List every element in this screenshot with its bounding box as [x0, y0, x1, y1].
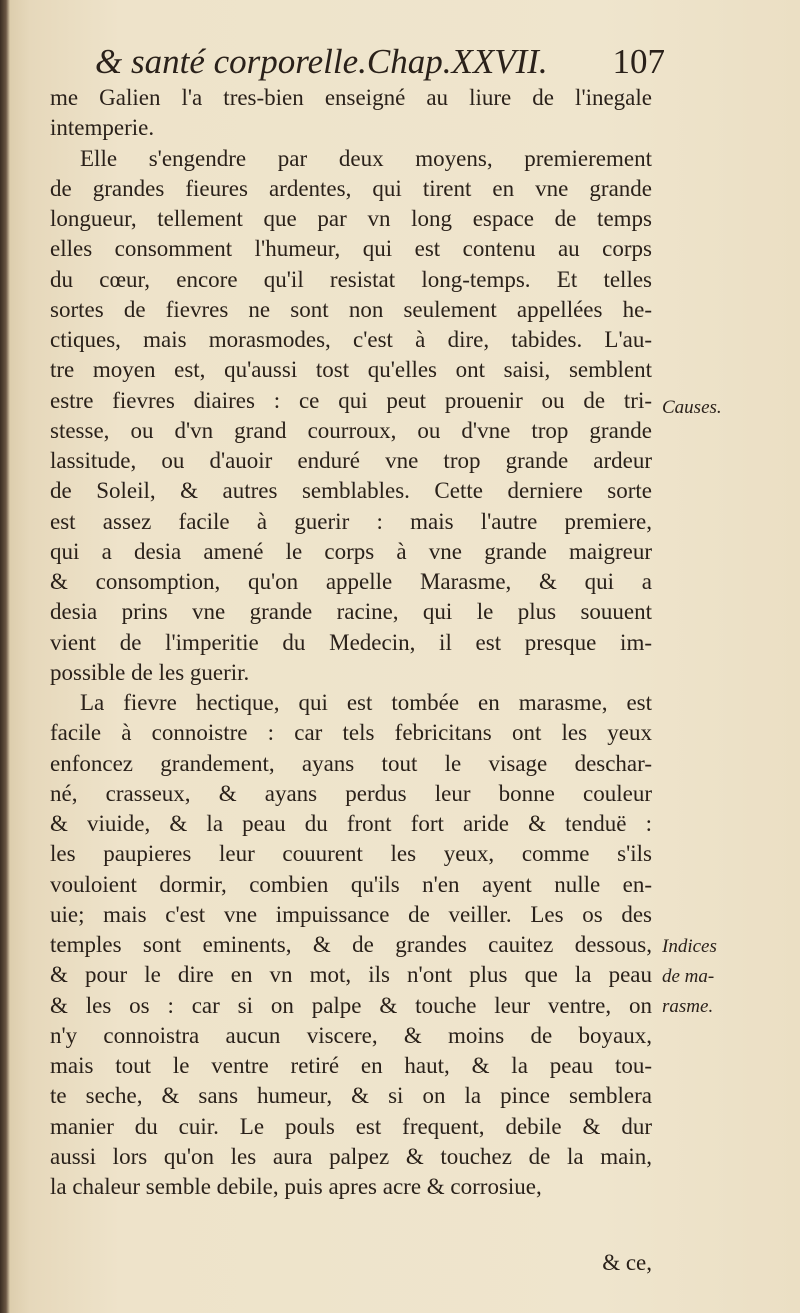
text-line: La fievre hectique, qui est tombée en marasme, est: [80, 690, 652, 715]
text-line: stesse, ou d'vn grand courroux, ou d'vne trop grande: [50, 418, 652, 443]
text-line: la chaleur semble debile, puis apres acre & corrosiue,: [50, 1174, 542, 1199]
margin-note-rasme: rasme.: [662, 996, 714, 1017]
text-line: longueur, tellement que par vn long espace de temps: [50, 206, 652, 231]
text-line: & consomption, qu'on appelle Marasme, & qui a: [50, 569, 652, 594]
text-line: les paupieres leur couurent les yeux, comme s'ils: [50, 841, 652, 866]
text-line: elles consomment l'humeur, qui est contenu au corps: [50, 236, 652, 261]
text-line: qui a desia amené le corps à vne grande maigreur: [50, 539, 652, 564]
text-line: estre fievres diaires : ce qui peut prouenir ou de tri-: [50, 388, 652, 413]
text-line: manier du cuir. Le pouls est frequent, debile & dur: [50, 1114, 652, 1139]
page-binding-edge: [0, 0, 10, 1313]
margin-note-de-ma: de ma-: [662, 966, 715, 987]
text-line: desia prins vne grande racine, qui le plus souuent: [50, 599, 652, 624]
text-line: uie; mais c'est vne impuissance de veiller. Les os des: [50, 902, 652, 927]
text-line: ctiques, mais morasmodes, c'est à dire, tabides. L'au-: [50, 327, 652, 352]
margin-note-indices: Indices: [662, 936, 717, 957]
text-line: intemperie.: [50, 115, 155, 140]
text-line: & les os : car si on palpe & touche leur ventre, on: [50, 993, 652, 1018]
text-line: mais tout le ventre retiré en haut, & la peau tou-: [50, 1053, 652, 1078]
text-line: facile à connoistre : car tels febricitans ont les yeux: [50, 720, 652, 745]
text-line: du cœur, encore qu'il resistat long-temps. Et telles: [50, 267, 652, 292]
text-line: te seche, & sans humeur, & si on la pince semblera: [50, 1083, 652, 1108]
text-line: sortes de fievres ne sont non seulement appellées he-: [50, 297, 652, 322]
running-title: & santé corporelle.Chap.XXVII.: [95, 42, 548, 81]
text-line: tre moyen est, qu'aussi tost qu'elles ont saisi, semblent: [50, 357, 652, 382]
text-line: enfoncez grandement, ayans tout le visage deschar-: [50, 751, 652, 776]
text-line: lassitude, ou d'auoir enduré vne trop grande ardeur: [50, 448, 652, 473]
text-line: temples sont eminents, & de grandes cauitez dessous,: [50, 932, 652, 957]
text-line: né, crasseux, & ayans perdus leur bonne couleur: [50, 781, 652, 806]
text-line: de Soleil, & autres semblables. Cette derniere sorte: [50, 478, 652, 503]
page-number: 107: [612, 42, 665, 81]
text-line: n'y connoistra aucun viscere, & moins de boyaux,: [50, 1023, 652, 1048]
text-line: de grandes fieures ardentes, qui tirent en vne grande: [50, 176, 652, 201]
text-line: est assez facile à guerir : mais l'autre premiere,: [50, 509, 652, 534]
text-line: & pour le dire en vn mot, ils n'ont plus que la peau: [50, 962, 652, 987]
text-line: & viuide, & la peau du front fort aride & tenduë :: [50, 811, 652, 836]
text-line: vouloient dormir, combien qu'ils n'en ayent nulle en-: [50, 872, 652, 897]
text-line: Elle s'engendre par deux moyens, premierement: [80, 146, 652, 171]
running-header: [95, 36, 665, 88]
text-line: vient de l'imperitie du Medecin, il est presque im-: [50, 630, 652, 655]
text-line: aussi lors qu'on les aura palpez & touchez de la main,: [50, 1144, 652, 1169]
margin-note-causes: Causes.: [662, 397, 722, 418]
catchword: & ce,: [602, 1250, 652, 1275]
text-line: me Galien l'a tres-bien enseigné au liure de l'inegale: [50, 85, 652, 110]
text-line: possible de les guerir.: [50, 660, 250, 685]
